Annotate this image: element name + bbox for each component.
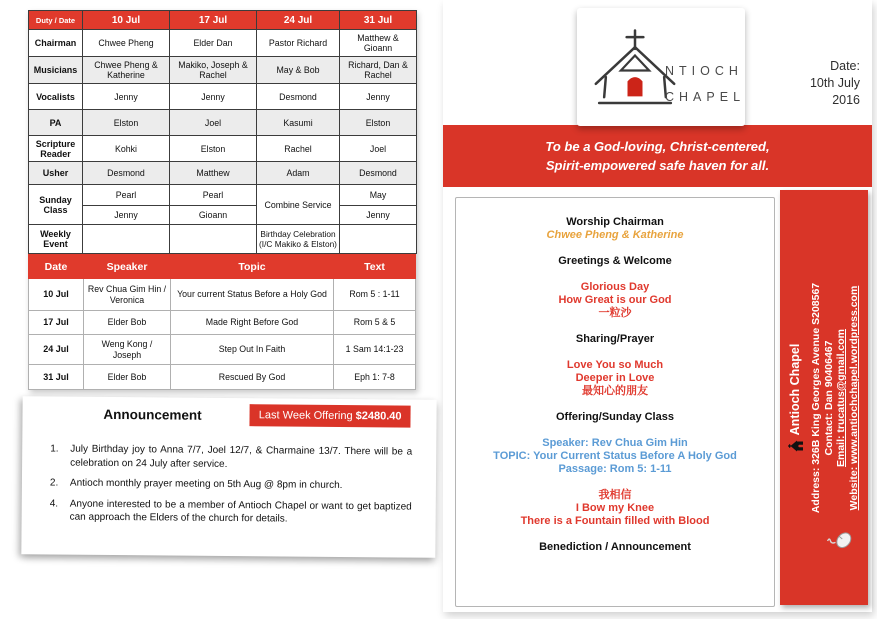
cell-date: 17 Jul <box>29 311 84 335</box>
computer-mouse-icon <box>824 523 858 557</box>
mission-statement-banner <box>443 125 872 187</box>
program-heading: Benediction / Announcement <box>539 541 691 553</box>
logo-card <box>577 8 745 126</box>
table-row <box>29 225 417 254</box>
list-item <box>50 476 412 493</box>
sidebar-email-link[interactable]: Email: trucatus@gmail.com <box>835 328 847 467</box>
cell: Chwee Pheng & Katherine <box>83 57 170 84</box>
table-row <box>29 162 417 185</box>
duty-label: Musicians <box>29 57 83 84</box>
cell-date: 31 Jul <box>29 365 84 390</box>
cell: Pearl <box>83 185 170 206</box>
cell: Gioann <box>170 206 257 225</box>
sidebar-contact: Contact: Dan 90406467 <box>822 340 835 455</box>
cell-text: Rom 5 & 5 <box>334 311 416 335</box>
col-text: Text <box>334 255 416 279</box>
cell-date: 24 Jul <box>29 335 84 365</box>
duty-label: Sunday Class <box>29 185 83 225</box>
cell: Jenny <box>83 206 170 225</box>
program-names: Chwee Pheng & Katherine <box>546 229 684 241</box>
cell: May <box>340 185 417 206</box>
sidebar-church-title <box>788 343 803 452</box>
church-door <box>628 77 643 96</box>
cell <box>340 225 417 254</box>
cell: Chwee Pheng <box>83 30 170 57</box>
cell <box>170 225 257 254</box>
announcement-card <box>21 396 436 558</box>
duty-label: Scripture Reader <box>29 136 83 162</box>
cell: Makiko, Joseph & Rachel <box>170 57 257 84</box>
sermon-schedule-table <box>28 254 416 390</box>
table-row <box>29 110 417 136</box>
song-title: Glorious Day <box>580 281 650 293</box>
col-24jul: 24 Jul <box>257 11 340 30</box>
mission-line1: To be a God-loving, Christ-centered, <box>545 139 770 154</box>
cell: Richard, Dan & Rachel <box>340 57 417 84</box>
table-row <box>29 30 417 57</box>
song-title: Love You so Much <box>566 359 664 371</box>
cell: Pastor Richard <box>257 30 340 57</box>
cell: Joel <box>170 110 257 136</box>
cell: Joel <box>340 136 417 162</box>
offering-amount: $2480.40 <box>355 410 402 423</box>
table-row <box>29 136 417 162</box>
table-row <box>29 311 416 335</box>
table-row <box>29 185 417 206</box>
cell: Kohki <box>83 136 170 162</box>
duty-label: Vocalists <box>29 84 83 110</box>
song-title: 最知心的朋友 <box>582 385 648 397</box>
col-topic: Topic <box>171 255 334 279</box>
song-title: How Great is our God <box>558 294 672 306</box>
cell-text: 1 Sam 14:1-23 <box>334 335 416 365</box>
logo-text-chapel: CHAPEL <box>665 90 746 104</box>
cell-speaker: Elder Bob <box>84 365 171 390</box>
item-number: 2. <box>49 477 59 489</box>
song-title: I Bow my Knee <box>575 502 655 514</box>
date-line2: 10th July <box>809 76 860 90</box>
duty-label: PA <box>29 110 83 136</box>
cell-topic: Made Right Before God <box>171 311 334 335</box>
sidebar-address: Address: 326B King Georges Avenue S208567 <box>810 282 822 513</box>
sermon-topic: TOPIC: Your Current Status Before A Holy God <box>493 450 737 462</box>
cell: Elston <box>170 136 257 162</box>
duty-label: Weekly Event <box>29 225 83 254</box>
duty-header-row <box>29 11 417 30</box>
bulletin-card <box>443 0 872 612</box>
date-line3: 2016 <box>832 93 860 107</box>
cell: May & Bob <box>257 57 340 84</box>
cell: Pearl <box>170 185 257 206</box>
cell: Jenny <box>83 84 170 110</box>
cell: Desmond <box>340 162 417 185</box>
cell: Jenny <box>170 84 257 110</box>
col-17jul: 17 Jul <box>170 11 257 30</box>
list-item <box>50 497 412 527</box>
cell: Jenny <box>340 206 417 225</box>
sidebar-website-link[interactable]: Website: www.antiochchapel.wordpress.com <box>847 285 860 510</box>
table-row <box>29 57 417 84</box>
duty-label: Usher <box>29 162 83 185</box>
col-10jul: 10 Jul <box>83 11 170 30</box>
table-row <box>29 206 417 225</box>
cell: Matthew & Gioann <box>340 30 417 57</box>
mission-line2: Spirit-empowered safe haven for all. <box>545 158 770 173</box>
duty-date-header: Duty / Date <box>29 11 83 30</box>
table-row <box>29 335 416 365</box>
song-title: 我相信 <box>598 489 632 501</box>
col-date: Date <box>29 255 84 279</box>
song-title: There is a Fountain filled with Blood <box>520 515 710 527</box>
duty-label: Chairman <box>29 30 83 57</box>
cell-topic: Your current Status Before a Holy God <box>171 279 334 311</box>
date-label: Date: <box>830 59 860 73</box>
col-31jul: 31 Jul <box>340 11 417 30</box>
col-speaker: Speaker <box>84 255 171 279</box>
item-number: 1. <box>50 443 59 455</box>
cell-topic: Step Out In Faith <box>171 335 334 365</box>
cell-birthday-celebration: Birthday Celebration (I/C Makiko & Elston) <box>257 225 340 254</box>
cell: Desmond <box>257 84 340 110</box>
cell: Adam <box>257 162 340 185</box>
offering-label: Last Week Offering <box>258 409 356 423</box>
announcement-title: Announcement <box>103 406 202 423</box>
sermon-speaker: Speaker: Rev Chua Gim Hin <box>542 437 688 449</box>
roster-card <box>28 10 416 390</box>
cell: Elston <box>340 110 417 136</box>
cell-text: Eph 1: 7-8 <box>334 365 416 390</box>
cell: Elder Dan <box>170 30 257 57</box>
cell-speaker: Weng Kong / Joseph <box>84 335 171 365</box>
song-title: 一粒沙 <box>598 307 632 319</box>
table-row <box>29 279 416 311</box>
table-row <box>29 365 416 390</box>
cell-speaker: Elder Bob <box>84 311 171 335</box>
sermon-passage: Passage: Rom 5: 1-11 <box>558 463 672 475</box>
cell <box>83 225 170 254</box>
song-title: Deeper in Love <box>575 372 655 384</box>
last-week-offering-badge <box>250 404 411 427</box>
item-text: Antioch monthly prayer meeting on 5th Aug @ 8pm in church. <box>69 477 343 491</box>
cell: Desmond <box>83 162 170 185</box>
cell: Rachel <box>257 136 340 162</box>
cell: Jenny <box>340 84 417 110</box>
cell-text: Rom 5 : 1-11 <box>334 279 416 311</box>
contact-sidebar-rotated <box>780 190 868 605</box>
item-number: 4. <box>49 497 59 510</box>
program-heading: Worship Chairman <box>566 216 664 228</box>
cell-topic: Rescued By God <box>171 365 334 390</box>
cell: Elston <box>83 110 170 136</box>
cell-date: 10 Jul <box>29 279 84 311</box>
sermon-header-row <box>29 255 416 279</box>
announcement-list <box>50 442 413 534</box>
program-heading: Greetings & Welcome <box>558 255 672 267</box>
service-date <box>810 58 860 109</box>
sidebar-title-text: Antioch Chapel <box>788 343 802 435</box>
program-heading: Offering/Sunday Class <box>556 411 674 423</box>
worship-program <box>455 197 775 607</box>
item-text: Anyone interested to be a member of Antioch Chapel or want to get baptized can approach the Elders of the church for details. <box>69 498 412 525</box>
list-item <box>50 442 412 472</box>
cell-speaker: Rev Chua Gim Hin / Veronica <box>84 279 171 311</box>
contact-sidebar <box>780 190 868 605</box>
cell: Matthew <box>170 162 257 185</box>
program-heading: Sharing/Prayer <box>575 333 655 345</box>
item-text: July Birthday joy to Anna 7/7, Joel 12/7, & Charmaine 13/7. There will be a celebration on 24 July after service. <box>70 443 413 470</box>
logo-text-ntioch: NTIOCH <box>665 64 743 78</box>
church-icon <box>788 439 803 452</box>
table-row <box>29 84 417 110</box>
cell: Kasumi <box>257 110 340 136</box>
cell-combine-service: Combine Service <box>257 185 340 225</box>
duty-roster-table <box>28 10 417 254</box>
